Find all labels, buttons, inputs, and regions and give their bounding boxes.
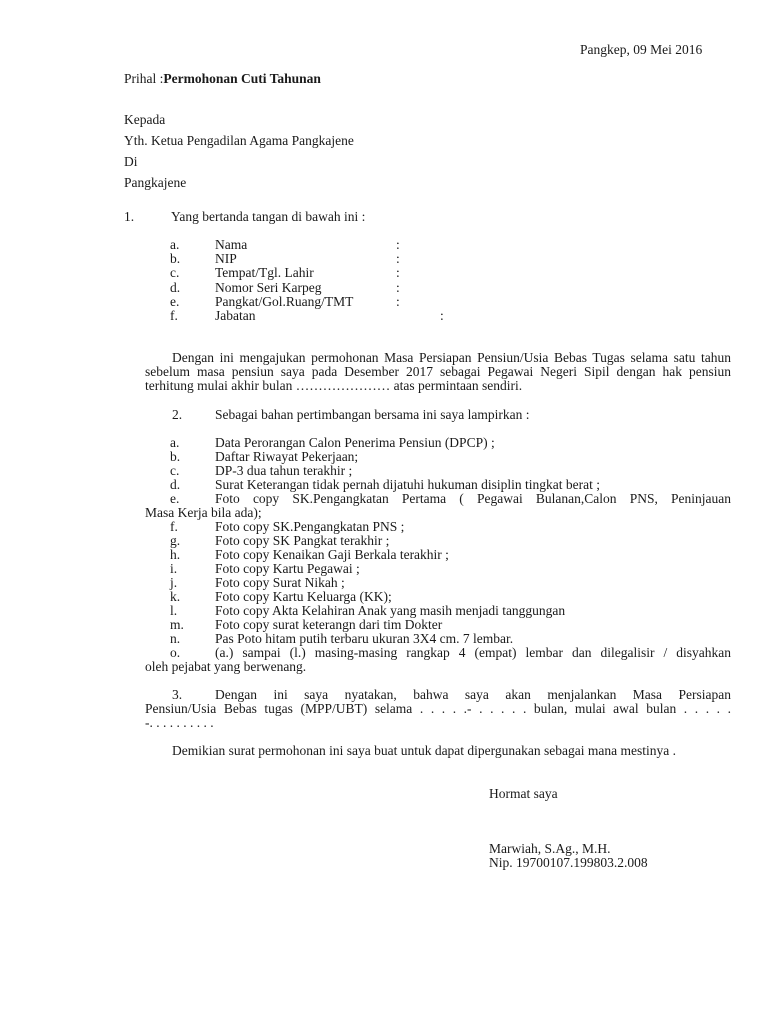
field-label: Pangkat/Gol.Ruang/TMT	[215, 294, 354, 309]
field-colon: :	[396, 280, 400, 295]
item-text: Foto copy surat keterangn dari tim Dokter	[215, 617, 443, 632]
field-letter: f.	[170, 308, 178, 323]
item-text: Foto copy SK.Pengangkatan Pertama ( Pegawai Bulanan,Calon PNS, Peninjauan	[215, 491, 731, 506]
field-colon: :	[396, 251, 400, 266]
item-letter: f.	[170, 519, 178, 534]
item-text: Daftar Riwayat Pekerjaan;	[215, 449, 359, 464]
field-colon: :	[440, 308, 444, 323]
item-text: Foto copy SK Pangkat terakhir ;	[215, 533, 390, 548]
section2-number: 2.	[172, 407, 183, 422]
field-letter: c.	[170, 265, 180, 280]
item-letter: c.	[170, 463, 180, 478]
section1-number: 1.	[124, 209, 135, 224]
item-letter: o.	[170, 645, 181, 660]
field-label: Tempat/Tgl. Lahir	[215, 265, 314, 280]
item-letter: e.	[170, 491, 180, 506]
section3-line2: Pensiun/Usia Bebas tugas (MPP/UBT) selama . . . . .- . . . . . bulan, mulai awal bulan . . . . .	[145, 701, 731, 716]
field-letter: e.	[170, 294, 180, 309]
item-continuation: oleh pejabat yang berwenang.	[145, 659, 307, 674]
item-letter: g.	[170, 533, 181, 548]
signature-nip: Nip. 19700107.199803.2.008	[489, 855, 648, 870]
item-text: DP-3 dua tahun terakhir ;	[215, 463, 353, 478]
item-letter: m.	[170, 617, 184, 632]
item-letter: a.	[170, 435, 180, 450]
item-letter: n.	[170, 631, 181, 646]
item-letter: j.	[170, 575, 178, 590]
field-letter: a.	[170, 237, 180, 252]
item-text: Foto copy Akta Kelahiran Anak yang masih menjadi tanggungan	[215, 603, 566, 618]
item-text: (a.) sampai (l.) masing-masing rangkap 4 (empat) lembar dan dilegalisir / disyahkan	[215, 645, 731, 660]
place-date: Pangkep, 09 Mei 2016	[580, 42, 703, 57]
item-letter: h.	[170, 547, 181, 562]
item-text: Pas Poto hitam putih terbaru ukuran 3X4 cm. 7 lembar.	[215, 631, 514, 646]
item-text: Foto copy SK.Pengangkatan PNS ;	[215, 519, 405, 534]
field-colon: :	[396, 237, 400, 252]
subject-label: Prihal :	[124, 71, 164, 86]
recipient-to: Yth. Ketua Pengadilan Agama Pangkajene	[124, 133, 354, 148]
signature-closing: Hormat saya	[489, 786, 558, 801]
request-paragraph	[145, 351, 731, 394]
field-letter: d.	[170, 280, 181, 295]
item-letter: k.	[170, 589, 181, 604]
item-text: Foto copy Kartu Pegawai ;	[215, 561, 360, 576]
recipient-greeting: Kepada	[124, 112, 166, 127]
subject-line	[124, 72, 321, 86]
item-text: Data Perorangan Calon Penerima Pensiun (DPCP) ;	[215, 435, 495, 450]
recipient-city: Pangkajene	[124, 175, 187, 190]
item-letter: i.	[170, 561, 178, 576]
closing-paragraph: Demikian surat permohonan ini saya buat untuk dapat dipergunakan sebagai mana mestinya .	[172, 743, 676, 758]
field-letter: b.	[170, 251, 181, 266]
signature-name: Marwiah, S.Ag., M.H.	[489, 841, 611, 856]
field-colon: :	[396, 265, 400, 280]
item-text: Foto copy Surat Nikah ;	[215, 575, 345, 590]
field-label: Nama	[215, 237, 248, 252]
item-text: Surat Keterangan tidak pernah dijatuhi hukuman disiplin tingkat berat ;	[215, 477, 601, 492]
item-continuation: Masa Kerja bila ada);	[145, 505, 262, 520]
section3-number: 3.	[172, 687, 183, 702]
request-paragraph-text: Dengan ini mengajukan permohonan Masa Persiapan Pensiun/Usia Bebas Tugas selama satu tahun sebelum masa pensiun saya pada Desember 2017 sebagai Pegawai Negeri Sipil dengan hak pensiun terhitung mulai akhir bulan ………………… atas permintaan sendiri.	[145, 350, 731, 394]
item-letter: d.	[170, 477, 181, 492]
field-label: Jabatan	[215, 308, 256, 323]
item-text: Foto copy Kartu Keluarga (KK);	[215, 589, 392, 604]
subject-title: Permohonan Cuti Tahunan	[163, 71, 321, 86]
section3-line1: Dengan ini saya nyatakan, bahwa saya akan menjalankan Masa Persiapan	[215, 687, 731, 702]
item-text: Foto copy Kenaikan Gaji Berkala terakhir ;	[215, 547, 449, 562]
section1-intro: Yang bertanda tangan di bawah ini :	[171, 209, 366, 224]
item-letter: l.	[170, 603, 178, 618]
field-label: NIP	[215, 251, 237, 266]
recipient-di: Di	[124, 154, 138, 169]
section3-line3: -. . . . . . . . . .	[145, 715, 214, 730]
field-colon: :	[396, 294, 400, 309]
item-letter: b.	[170, 449, 181, 464]
section2-intro: Sebagai bahan pertimbangan bersama ini saya lampirkan :	[215, 407, 530, 422]
field-label: Nomor Seri Karpeg	[215, 280, 322, 295]
